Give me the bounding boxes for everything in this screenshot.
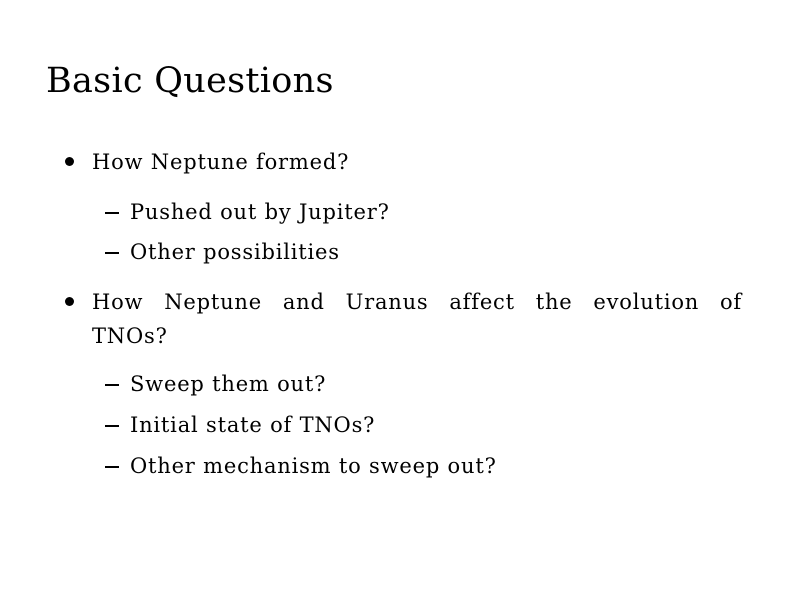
bullet-text: How Neptune and Uranus affect the evolution of TNOs? xyxy=(92,290,742,348)
subitem-other-possibilities xyxy=(130,235,340,269)
dash-icon xyxy=(105,384,119,386)
subitem-text: Sweep them out? xyxy=(130,372,327,396)
bullet-dot-icon xyxy=(65,157,74,166)
subitem-text: Pushed out by Jupiter? xyxy=(130,200,390,224)
bullet-item-neptune-uranus xyxy=(92,285,742,353)
subitem-sweep-out xyxy=(130,367,326,401)
subitem-text: Initial state of TNOs? xyxy=(130,413,376,437)
dash-icon xyxy=(105,252,119,254)
dash-icon xyxy=(105,212,119,214)
bullet-dot-icon xyxy=(65,297,74,306)
subitem-text: Other mechanism to sweep out? xyxy=(130,454,497,478)
subitem-initial-state xyxy=(130,408,375,442)
bullet-text: How Neptune formed? xyxy=(92,150,350,174)
dash-icon xyxy=(105,425,119,427)
slide-title: Basic Questions xyxy=(46,61,334,101)
subitem-other-mechanism xyxy=(130,449,497,483)
bullet-item-neptune-formed xyxy=(92,145,742,179)
subitem-text: Other possibilities xyxy=(130,240,340,264)
dash-icon xyxy=(105,466,119,468)
subitem-pushed-out xyxy=(130,195,390,229)
